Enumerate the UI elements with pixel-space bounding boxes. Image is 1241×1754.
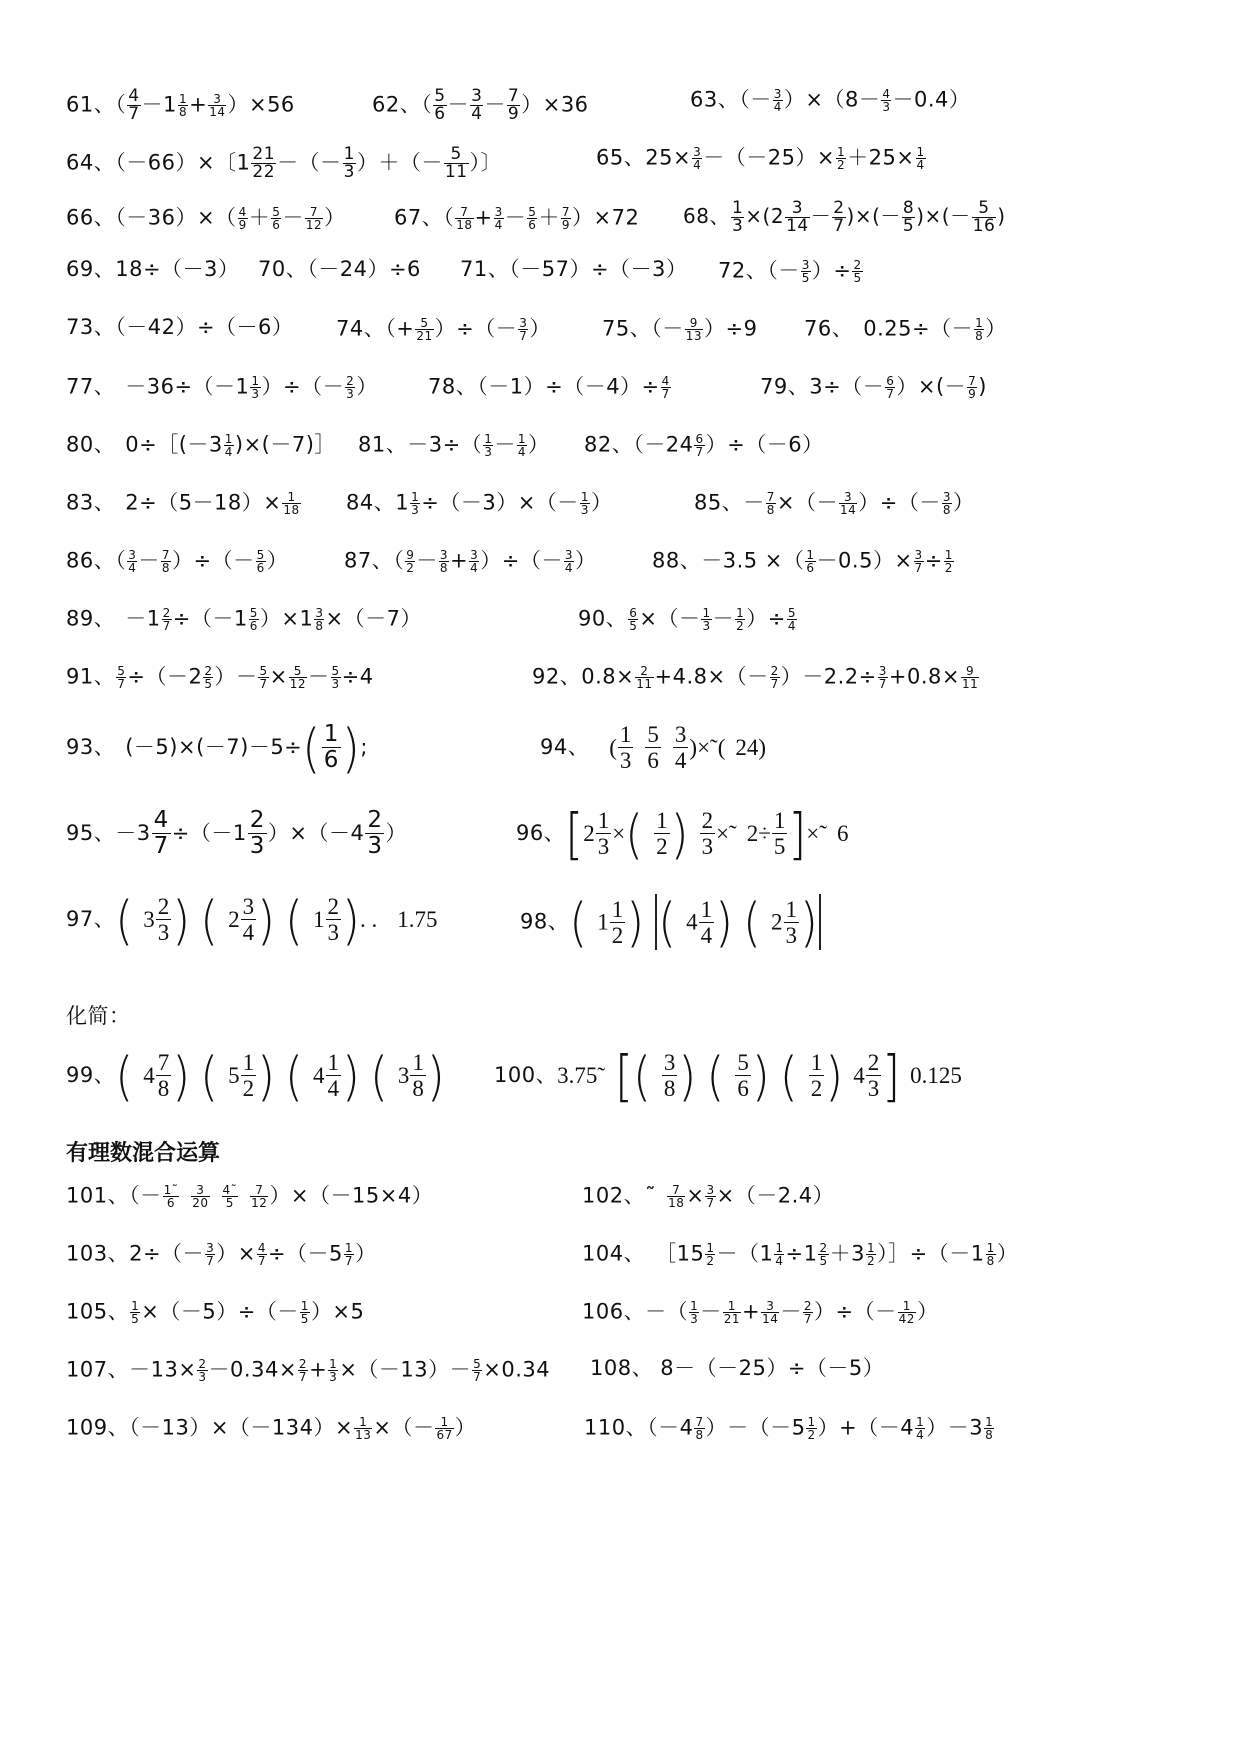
problem-107: 107、－13× $\frac{2}{3}$ －0.34× $\frac{2}{7}$ + $\frac{1}{3}$ ×（－13）－ $\frac{5}{7}$ ×0.34 [66, 1357, 551, 1384]
problem-70: 70、（－24）÷6 [258, 257, 421, 281]
problem-90: 90、 $\frac{6}{5}$ ×（－ $\frac{1}{3}$ － $\frac{1}{2}$ ）÷ $\frac{5}{4}$ [578, 606, 797, 633]
problem-72: 72、（－ $\frac{3}{5}$ ）÷ $\frac{2}{5}$ [718, 258, 862, 285]
simplify-label: 化简： [66, 1004, 131, 1028]
problem-94: 94、 ( $\frac{1}{3}$ $\frac{5}{6}$ $\frac{3}{4}$ )×˜( 24) [540, 722, 767, 773]
problem-67: 67、（ $\frac{7}{18}$ + $\frac{3}{4}$ － $\frac{5}{6}$ ＋ $\frac{7}{9}$ ）×72 [394, 205, 640, 232]
problem-85: 85、－ $\frac{7}{8}$ ×（－ $\frac{3}{14}$ ）÷（－ $\frac{3}{8}$ ） [694, 490, 975, 517]
problem-78: 78、（－1）÷（－4）÷ $\frac{4}{7}$ [428, 374, 670, 401]
problem-96: 96、[2 $\frac{1}{3}$ ×( $\frac{1}{2}$ ) $\frac{2}{3}$ ×˜ 2÷ $\frac{1}{5}$ ]×˜ 6 [516, 801, 849, 866]
problem-81: 81、－3÷（ $\frac{1}{3}$ － $\frac{1}{4}$ ） [358, 432, 550, 459]
problem-91: 91、 $\frac{5}{7}$ ÷（－2 $\frac{2}{5}$ ）－ $\frac{5}{7}$ × $\frac{5}{12}$ － $\frac{5}{3}$ ÷4 [66, 664, 374, 691]
problem-103: 103、2÷（－ $\frac{3}{7}$ ）× $\frac{4}{7}$ ÷（－5 $\frac{1}{7}$ ） [66, 1241, 377, 1268]
problem-65: 65、25× $\frac{3}{4}$ －（－25）× $\frac{1}{2}$ ＋25× $\frac{1}{4}$ [596, 145, 925, 172]
problem-108: 108、 8－（－25）÷（－5） [590, 1356, 885, 1380]
problem-66: 66、（－36）×（ $\frac{4}{9}$ ＋ $\frac{5}{6}$ － $\frac{7}{12}$ ） [66, 205, 346, 232]
problem-98: 98、( 1 $\frac{1}{2}$ ) ( 4 $\frac{1}{4}$ ) ( 2 $\frac{1}{3}$ ) [520, 894, 822, 950]
problem-109: 109、（－13）×（－134）× $\frac{1}{13}$ ×（－ $\frac{1}{67}$ ） [66, 1415, 477, 1442]
problem-110: 110、（－4 $\frac{7}{8}$ ）－（－5 $\frac{1}{2}$ ）+（－4 $\frac{1}{4}$ ）－3 $\frac{1}{8}$ [584, 1415, 994, 1442]
problem-82: 82、（－24 $\frac{6}{7}$ ）÷（－6） [584, 432, 824, 459]
problem-86: 86、（ $\frac{3}{4}$ － $\frac{7}{8}$ ）÷（－ $\frac{5}{6}$ ） [66, 548, 289, 575]
problem-92: 92、0.8× $\frac{2}{11}$ +4.8×（－ $\frac{2}{7}$ ）－2.2÷ $\frac{3}{7}$ +0.8× $\frac{9}{11}$ [532, 664, 979, 691]
problem-105: 105、 $\frac{1}{5}$ ×（－5）÷（－ $\frac{1}{5}$ ）×5 [66, 1299, 365, 1326]
problem-74: 74、（+ $\frac{5}{21}$ ）÷（－ $\frac{3}{7}$ ） [336, 316, 551, 343]
problem-76: 76、 0.25÷（－ $\frac{1}{8}$ ） [804, 316, 1007, 343]
problem-77: 77、 －36÷（－1 $\frac{1}{3}$ ）÷（－ $\frac{2}{3}$ ） [66, 374, 378, 401]
problem-93: 93、 (－5)×(－7)－5÷( $\frac{1}{6}$ ); [66, 716, 368, 779]
problem-84: 84、1 $\frac{1}{3}$ ÷（－3）×（－ $\frac{1}{3}$ ） [346, 490, 613, 517]
problem-102: 102、˜ $\frac{7}{18}$ × $\frac{3}{7}$ ×（－2.4） [582, 1183, 835, 1210]
problem-69: 69、18÷（－3） [66, 257, 240, 281]
problem-80: 80、 0÷［(－3 $\frac{1}{4}$ )×(－7)］ [66, 432, 336, 459]
problem-68: 68、 $\frac{1}{3}$ ×(2 $\frac{3}{14}$ － $\frac{2}{7}$ )×(－ $\frac{8}{5}$ )×(－ $\frac{5}{16}$ ) [683, 198, 1006, 236]
problem-61: 61、（ $\frac{4}{7}$ －1 $\frac{1}{8}$ + $\frac{3}{14}$ ）×56 [66, 86, 295, 124]
problem-83: 83、 2÷（5－18）× $\frac{1}{18}$ [66, 490, 300, 517]
problem-71: 71、（－57）÷（－3） [460, 257, 688, 281]
problem-99: 99、( 4 $\frac{7}{8}$ ) ( 5 $\frac{1}{2}$ ) ( 4 $\frac{1}{4}$ ) ( 3 $\frac{1}{8}$ ) [66, 1044, 445, 1107]
problem-100: 100、3.75˜ [( $\frac{3}{8}$ ) ( $\frac{5}{6}$ ) ( $\frac{1}{2}$ ) 4 $\frac{2}{3}$ ] 0.125 [494, 1043, 962, 1108]
problem-75: 75、（－ $\frac{9}{13}$ ）÷9 [602, 316, 758, 343]
problem-64: 64、（－66）×〔1 $\frac{21}{22}$ －（－ $\frac{1}{3}$ ）＋（－ $\frac{5}{11}$ ）〕 [66, 144, 503, 182]
problem-79: 79、3÷（－ $\frac{6}{7}$ ）×(－ $\frac{7}{9}$ ) [760, 374, 987, 401]
problem-89: 89、 －1 $\frac{2}{7}$ ÷（－1 $\frac{5}{6}$ ）×1 $\frac{3}{8}$ ×（－7） [66, 606, 422, 633]
problem-97: 97、( 3 $\frac{2}{3}$ ) ( 2 $\frac{3}{4}$ ) ( 1 $\frac{2}{3}$ ). . 1.75 [66, 888, 438, 951]
problem-63: 63、（－ $\frac{3}{4}$ ）×（8－ $\frac{4}{3}$ －0.4） [690, 87, 971, 114]
section-heading: 有理数混合运算 [66, 1141, 221, 1166]
problem-62: 62、（ $\frac{5}{6}$ － $\frac{3}{4}$ － $\frac{7}{9}$ ）×36 [372, 86, 589, 124]
problem-106: 106、－（ $\frac{1}{3}$ － $\frac{1}{21}$ + $\frac{3}{14}$ － $\frac{2}{7}$ ）÷（－ $\frac{1}{42}$ ） [582, 1299, 939, 1326]
problem-101: 101、（－ $\frac{1˜}{6}$ $\frac{3}{20}$ $\frac{4˜}{5}$ $\frac{7}{12}$ ）×（－15×4） [66, 1183, 434, 1210]
problem-95: 95、－3 $\frac{4}{7}$ ÷（－1 $\frac{2}{3}$ ）×（－4 $\frac{2}{3}$ ） [66, 807, 407, 859]
problem-87: 87、（ $\frac{9}{2}$ － $\frac{3}{8}$ + $\frac{3}{4}$ ）÷（－ $\frac{3}{4}$ ） [344, 548, 597, 575]
problem-73: 73、（－42）÷（－6） [66, 315, 294, 339]
problem-104: 104、 ［15 $\frac{1}{2}$ －（1 $\frac{1}{4}$ ÷1 $\frac{2}{5}$ ＋3 $\frac{1}{2}$ ）］÷（－1 $\frac{1}{8}$ ） [582, 1241, 1019, 1268]
problem-88: 88、－3.5 ×（ $\frac{1}{6}$ －0.5）× $\frac{3}{7}$ ÷ $\frac{1}{2}$ [652, 548, 953, 575]
